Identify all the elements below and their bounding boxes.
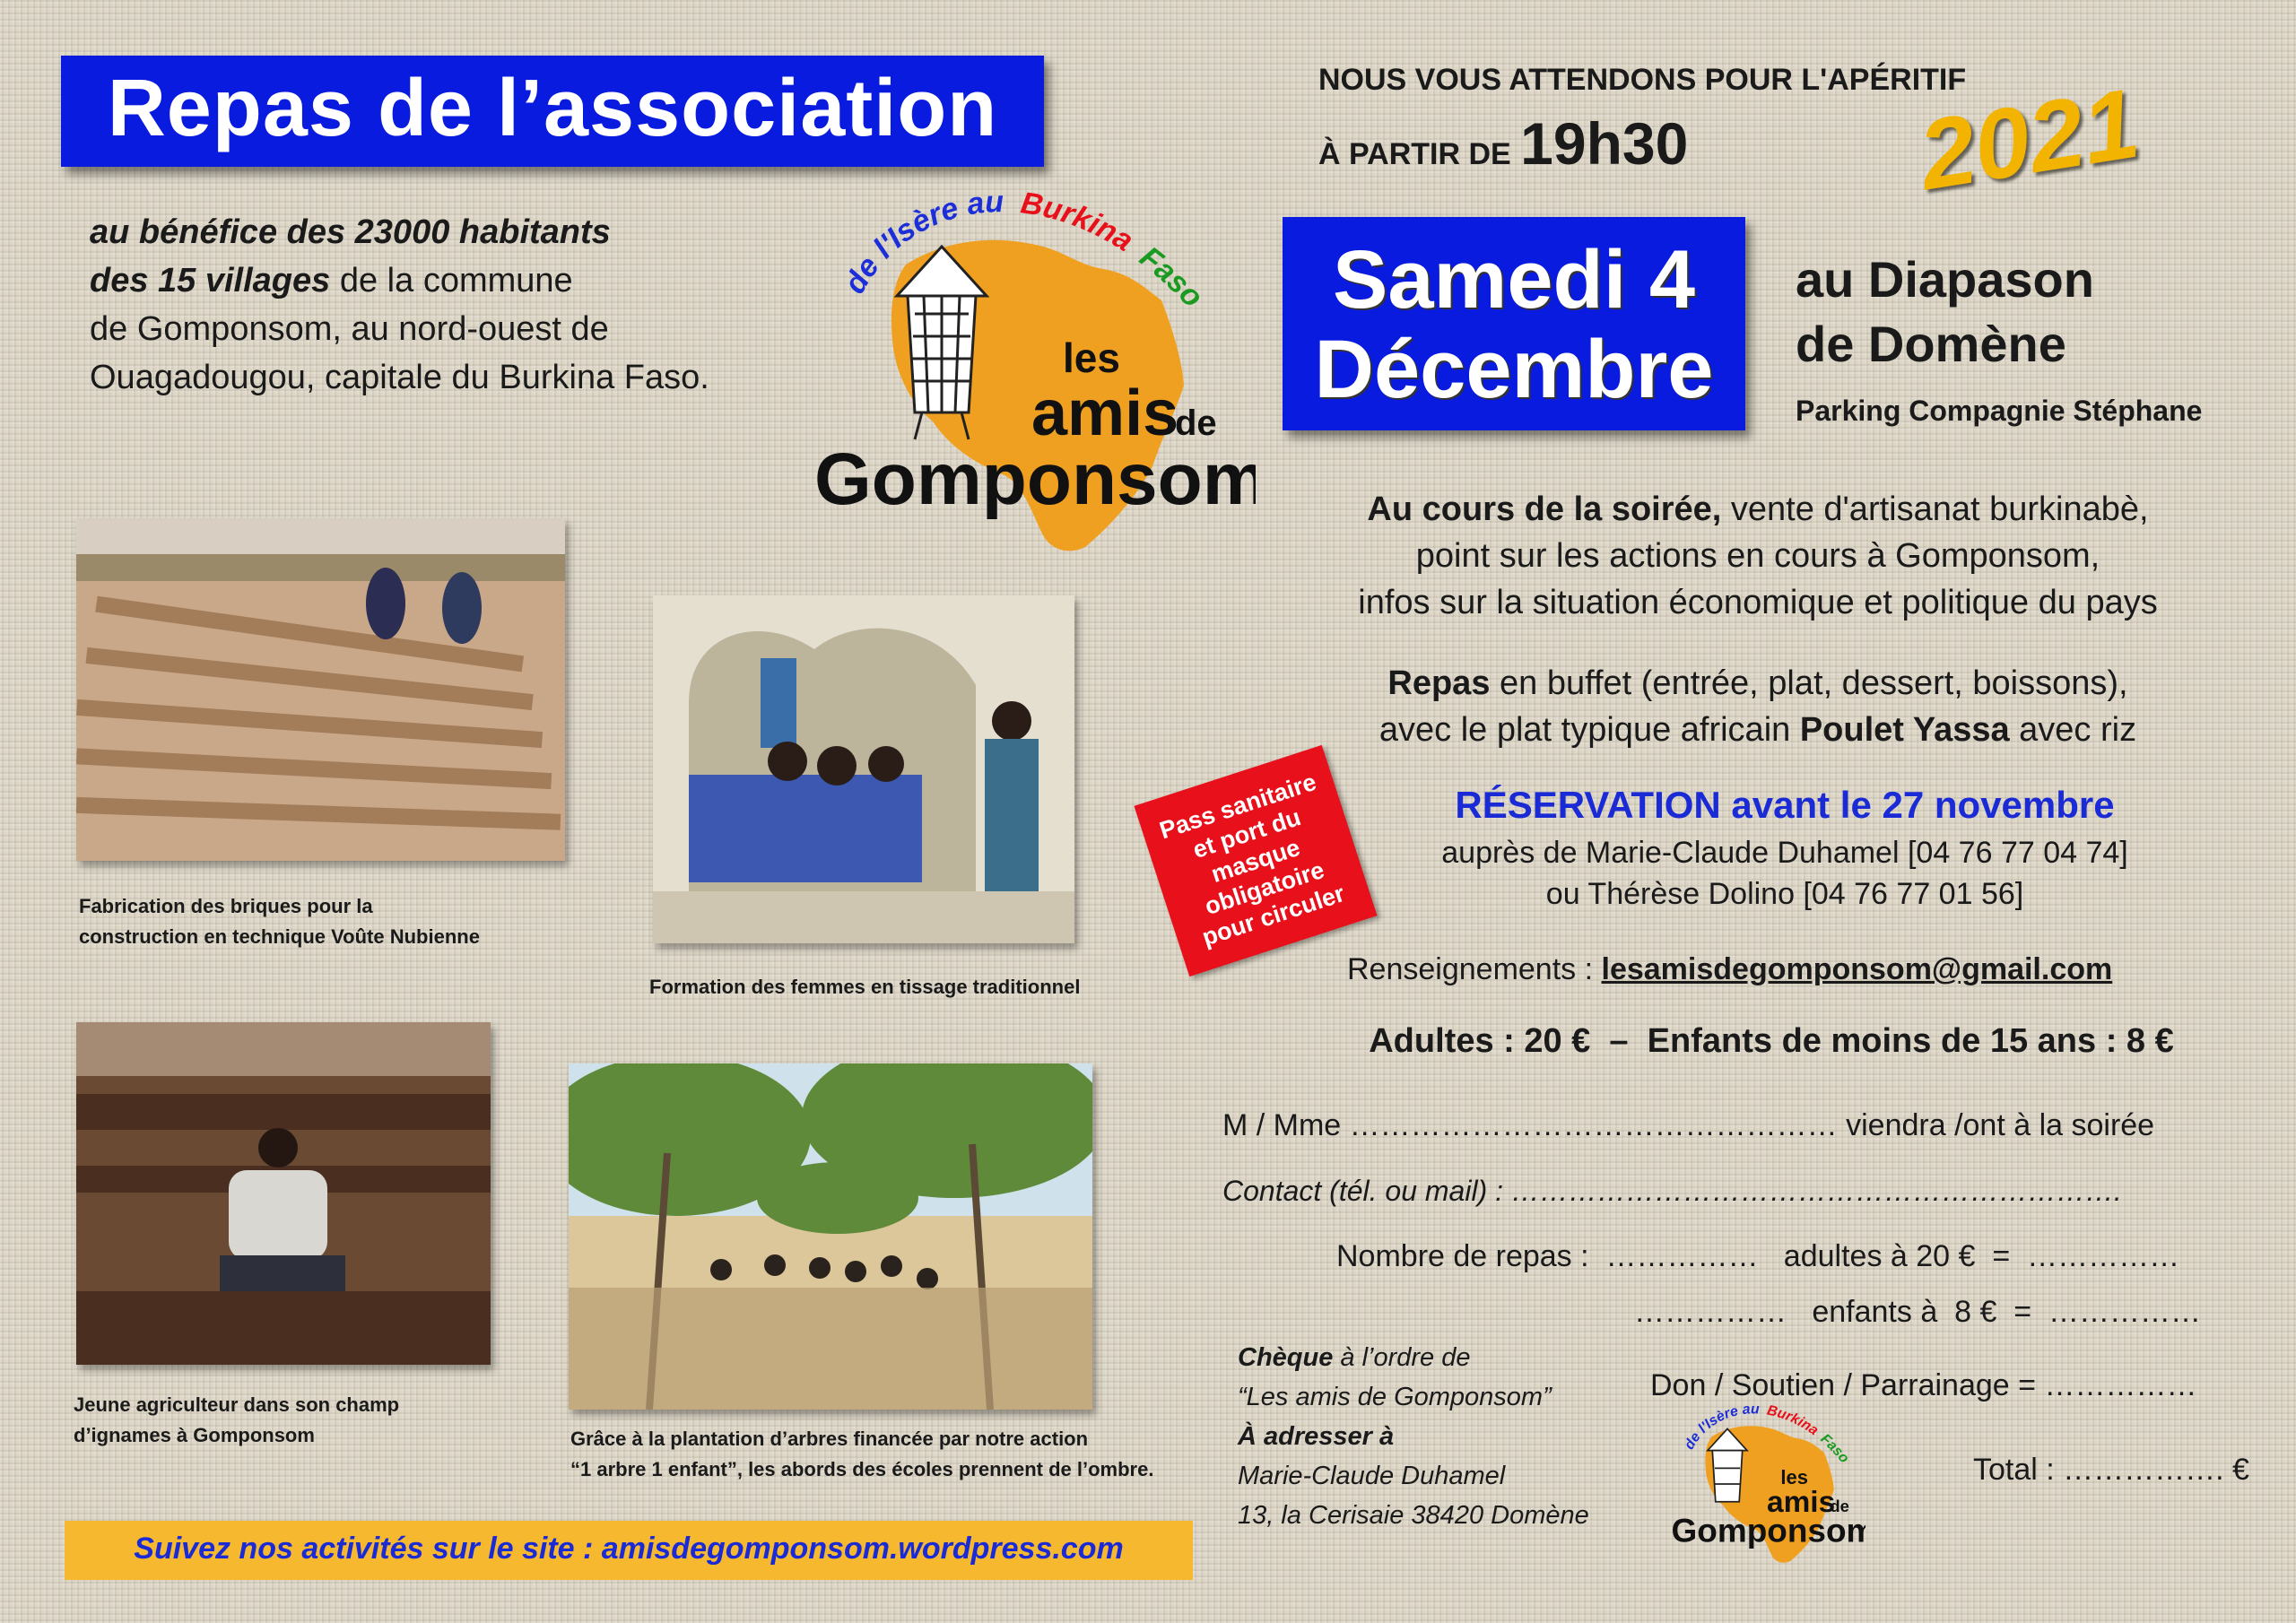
date-banner <box>1283 217 1745 430</box>
form-meals-adults[interactable]: Nombre de repas : …………… adultes à 20 € = …………… <box>1336 1239 2180 1273</box>
form-meals-children[interactable]: …………… enfants à 8 € = …………… <box>1634 1295 2202 1329</box>
photo-farmer <box>76 1022 491 1365</box>
event-title: Repas de l’association <box>107 64 998 153</box>
form-contact-line[interactable]: Contact (tél. ou mail) : ………………………………………………………. <box>1222 1175 2122 1207</box>
photo-bricks <box>76 518 565 861</box>
program-bold: Au cours de la soirée, <box>1367 490 1722 528</box>
africa-map-small-icon <box>1668 1399 1866 1569</box>
caption-farmer-l1: Jeune agriculteur dans son champ <box>74 1393 400 1416</box>
caption-trees-l2: “1 arbre 1 enfant”, les abords des écoles prennent de l’ombre. <box>570 1458 1154 1480</box>
aperitif-line2 <box>1318 109 1688 178</box>
title-banner <box>61 56 1044 167</box>
small-amis: amis <box>1767 1485 1836 1519</box>
date-line2: Décembre <box>1314 324 1714 415</box>
photo-weaving <box>653 595 1074 943</box>
footer-banner <box>65 1521 1193 1580</box>
cheque-line4: Marie-Claude Duhamel <box>1238 1462 1506 1490</box>
intro-line2 <box>90 256 709 305</box>
reservation-line2: ou Thérèse Dolino [04 76 77 01 56] <box>1545 877 2024 911</box>
info-label: Renseignements : <box>1347 952 1602 986</box>
meal-line2 <box>1283 707 2233 753</box>
form-total[interactable]: Total : ……………. € <box>1973 1453 2249 1487</box>
cheque-line3: À adresser à <box>1238 1422 1395 1451</box>
caption-trees <box>570 1424 1153 1485</box>
logo-arc-part1: de l'Isère au <box>837 184 1004 299</box>
meal-pre: avec le plat typique africain <box>1378 711 1800 749</box>
intro-line3: de Gomponsom, au nord-ouest de <box>90 310 609 348</box>
logo-name: Gomponsom <box>814 438 1256 520</box>
meal-dish: Poulet Yassa <box>1799 711 2010 749</box>
small-de: de <box>1830 1496 1849 1515</box>
meal-line1 <box>1283 660 2233 707</box>
aperitif-time: 19h30 <box>1520 110 1689 177</box>
intro-line1: au bénéfice des 23000 habitants <box>90 213 611 251</box>
meal-rest: en buffet (entrée, plat, dessert, boissons), <box>1490 664 2128 702</box>
program-rest: vente d'artisanat burkinabè, <box>1721 490 2149 528</box>
form-name-line[interactable]: M / Mme ………………………………………… viendra /ont à la soirée <box>1222 1108 2155 1142</box>
intro-villages: des 15 villages <box>90 262 331 299</box>
reservation-contacts <box>1336 832 2233 915</box>
info-email-link[interactable]: lesamisdegomponsom@gmail.com <box>1601 952 2113 986</box>
cheque-line5: 13, la Cerisaie 38420 Domène <box>1238 1501 1589 1530</box>
venue-line1: au Diapason <box>1796 251 2094 308</box>
form-donation[interactable]: Don / Soutien / Parrainage = …………… <box>1650 1368 2197 1402</box>
cheque-bold: Chèque <box>1238 1343 1334 1372</box>
small-arc-part3: Faso <box>1817 1431 1852 1466</box>
cheque-rest: à l’ordre de <box>1333 1343 1471 1372</box>
intro-line4: Ouagadougou, capitale du Burkina Faso. <box>90 359 709 396</box>
intro-text <box>90 208 709 402</box>
venue-line2: de Domène <box>1796 316 2066 372</box>
photo-trees <box>569 1063 1092 1410</box>
caption-bricks <box>79 891 480 952</box>
association-logo <box>807 179 1256 565</box>
program-line3: infos sur la situation économique et politique du pays <box>1358 584 2158 621</box>
date-line1: Samedi 4 <box>1333 234 1695 325</box>
caption-weaving: Formation des femmes en tissage traditionnel <box>649 976 1081 998</box>
small-arc-part2: Burkina <box>1765 1402 1822 1439</box>
small-name: Gomponsom <box>1671 1512 1866 1549</box>
intro-commune: de la commune <box>330 262 573 299</box>
footer-website-link[interactable]: Suivez nos activités sur le site : amisdegomponsom.wordpress.com <box>134 1532 1124 1566</box>
association-logo-small <box>1668 1399 1866 1569</box>
caption-trees-l1: Grâce à la plantation d’arbres financée par notre action <box>570 1428 1089 1450</box>
reservation-title: RÉSERVATION avant le 27 novembre <box>1455 784 2115 826</box>
event-year: 2021 <box>1911 67 2146 212</box>
logo-amis: amis <box>1031 378 1179 449</box>
small-arc-part1: de l'Isère au <box>1682 1402 1760 1453</box>
program-line1 <box>1283 486 2233 533</box>
aperitif-prefix: À PARTIR DE <box>1318 137 1511 171</box>
africa-map-icon <box>807 179 1256 565</box>
program-text <box>1283 486 2233 753</box>
prices: Adultes : 20 € – Enfants de moins de 15 ans : 8 € <box>1369 1022 2174 1060</box>
small-les: les <box>1780 1466 1808 1488</box>
program-line2: point sur les actions en cours à Gomponsom, <box>1415 537 2100 575</box>
cheque-line2: “Les amis de Gomponsom” <box>1238 1383 1552 1411</box>
cheque-line1 <box>1238 1338 1589 1377</box>
caption-bricks-l2: construction en technique Voûte Nubienne <box>79 925 480 948</box>
meal-bold: Repas <box>1387 664 1491 702</box>
caption-farmer <box>74 1390 399 1451</box>
logo-arc-part2: Burkina <box>1018 186 1140 258</box>
venue <box>1796 247 2094 377</box>
caption-farmer-l2: d’ignames à Gomponsom <box>74 1424 315 1446</box>
logo-de: de <box>1175 404 1217 443</box>
aperitif-line1: NOUS VOUS ATTENDONS POUR L'APÉRITIF <box>1318 63 1967 97</box>
reservation-line1: auprès de Marie-Claude Duhamel [04 76 77 04 74] <box>1441 836 2128 870</box>
info-line <box>1347 952 2112 987</box>
sanitary-text: Pass sanitaire et port du masque obligatoire pour circuler <box>1156 768 1348 951</box>
venue-parking: Parking Compagnie Stéphane <box>1796 395 2203 427</box>
logo-les: les <box>1063 334 1120 381</box>
caption-bricks-l1: Fabrication des briques pour la <box>79 895 373 917</box>
cheque-info <box>1238 1338 1589 1535</box>
meal-post: avec riz <box>2009 711 2137 749</box>
logo-arc-part3: Faso <box>1133 239 1210 315</box>
